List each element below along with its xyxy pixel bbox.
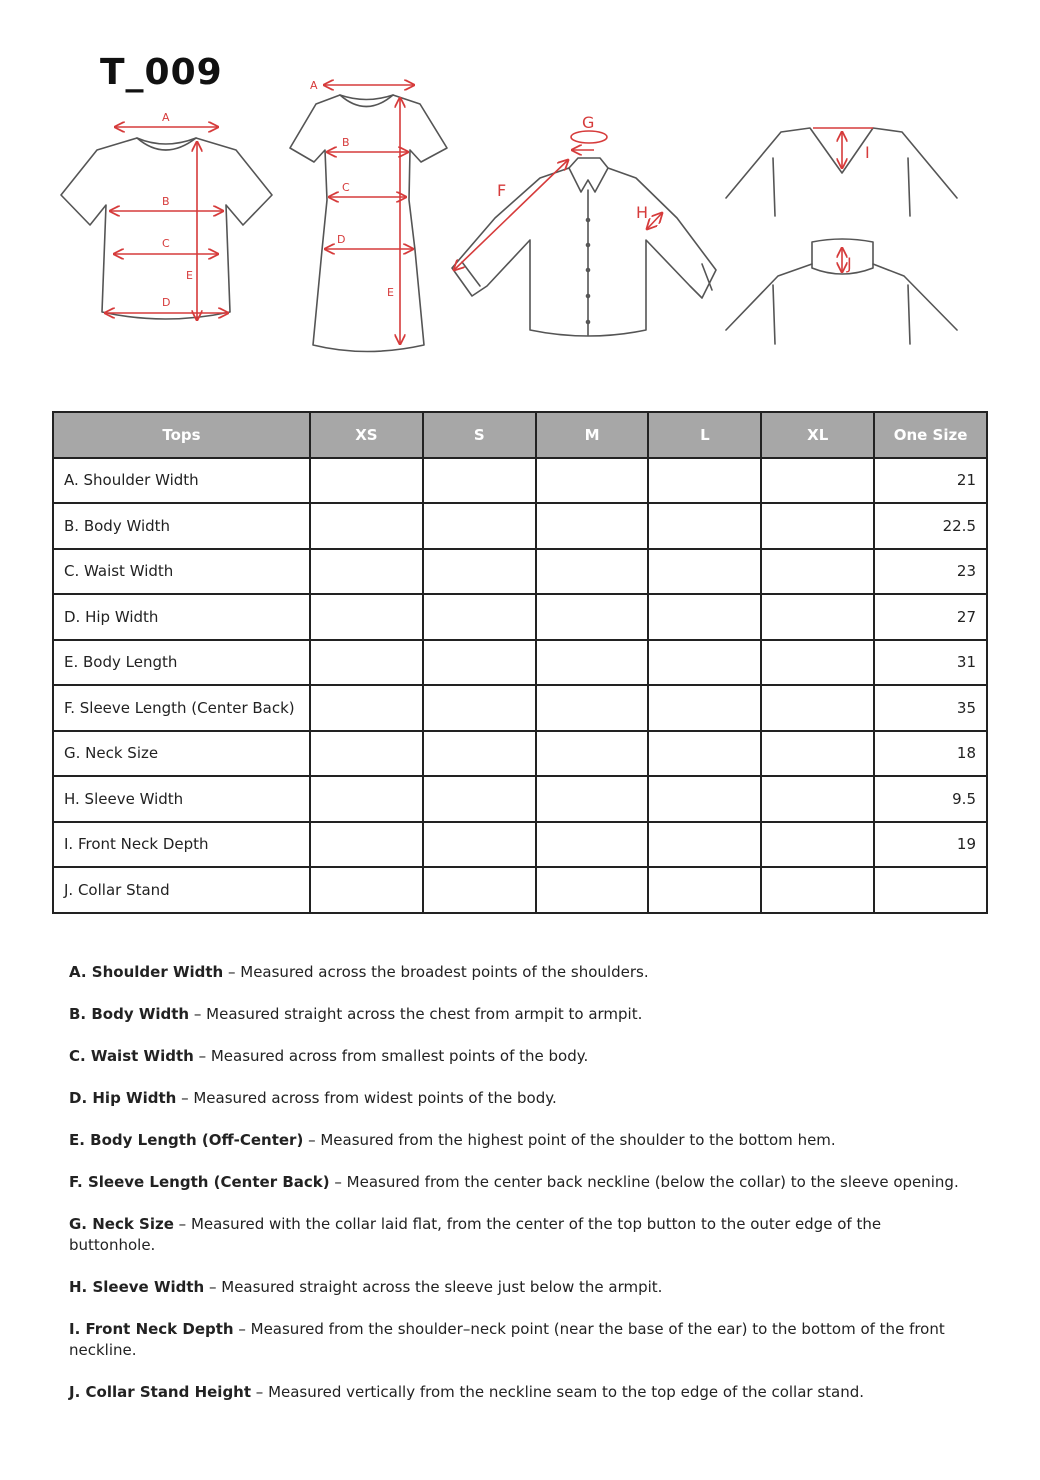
definition-term: C. Waist Width	[69, 1047, 194, 1065]
table-row	[53, 549, 987, 595]
cell-xs	[310, 822, 423, 868]
definition-term: E. Body Length (Off-Center)	[69, 1131, 304, 1149]
tshirt-label-c: C	[162, 237, 170, 250]
shirt-illustration	[452, 113, 716, 336]
cell-xs	[310, 685, 423, 731]
tshirt-label-b: B	[162, 195, 170, 208]
dress-illustration	[290, 79, 447, 352]
collar-stand-illustration	[726, 239, 957, 344]
cell-l	[648, 731, 761, 777]
cell-m	[536, 867, 649, 913]
definition-item	[69, 1088, 969, 1109]
cell-s	[423, 822, 536, 868]
cell-xs	[310, 549, 423, 595]
cell-l	[648, 776, 761, 822]
definition-text: – Measured with the collar laid flat, from the center of the top button to the outer edge of the buttonhole.	[69, 1215, 882, 1254]
dress-label-e: E	[387, 286, 394, 299]
cell-m	[536, 458, 649, 504]
cell-xl	[761, 822, 874, 868]
cell-one-size: 19	[874, 822, 987, 868]
cell-xl	[761, 685, 874, 731]
cell-m	[536, 549, 649, 595]
header-one-size: One Size	[874, 412, 987, 458]
definition-term: H. Sleeve Width	[69, 1278, 205, 1296]
cell-s	[423, 685, 536, 731]
cell-s	[423, 594, 536, 640]
cell-xs	[310, 776, 423, 822]
definition-term: D. Hip Width	[69, 1089, 177, 1107]
table-row	[53, 685, 987, 731]
cell-xl	[761, 731, 874, 777]
row-label: J. Collar Stand	[53, 867, 310, 913]
cell-xl	[761, 867, 874, 913]
tshirt-illustration	[61, 111, 272, 320]
row-label: I. Front Neck Depth	[53, 822, 310, 868]
cell-s	[423, 867, 536, 913]
row-label: E. Body Length	[53, 640, 310, 686]
cell-s	[423, 458, 536, 504]
cell-m	[536, 776, 649, 822]
measurement-definitions	[69, 962, 969, 1424]
table-header-row	[53, 412, 987, 458]
table-row	[53, 458, 987, 504]
cell-xs	[310, 640, 423, 686]
definition-term: J. Collar Stand Height	[69, 1383, 252, 1401]
definition-term: I. Front Neck Depth	[69, 1320, 234, 1338]
shirt-label-f: F	[497, 181, 507, 200]
cell-xs	[310, 731, 423, 777]
cell-m	[536, 685, 649, 731]
definition-item	[69, 1046, 969, 1067]
row-label: H. Sleeve Width	[53, 776, 310, 822]
cell-s	[423, 731, 536, 777]
cell-one-size: 21	[874, 458, 987, 504]
cell-one-size: 35	[874, 685, 987, 731]
dress-label-b: B	[342, 136, 350, 149]
cell-xl	[761, 640, 874, 686]
dress-label-a: A	[310, 79, 318, 92]
collar-label-j: J	[847, 254, 852, 273]
cell-xs	[310, 458, 423, 504]
cell-xs	[310, 867, 423, 913]
cell-m	[536, 640, 649, 686]
header-xs: XS	[310, 412, 423, 458]
row-label: D. Hip Width	[53, 594, 310, 640]
definition-term: F. Sleeve Length (Center Back)	[69, 1173, 330, 1191]
cell-l	[648, 594, 761, 640]
definition-text: – Measured across the broadest points of the shoulders.	[223, 963, 649, 981]
definition-term: A. Shoulder Width	[69, 963, 224, 981]
dress-label-c: C	[342, 181, 350, 194]
cell-l	[648, 549, 761, 595]
definition-text: – Measured from the highest point of the shoulder to the bottom hem.	[303, 1131, 836, 1149]
row-label: G. Neck Size	[53, 731, 310, 777]
table-row	[53, 640, 987, 686]
tshirt-label-d: D	[162, 296, 171, 309]
definition-item	[69, 962, 969, 983]
cell-one-size	[874, 867, 987, 913]
header-s: S	[423, 412, 536, 458]
header-l: L	[648, 412, 761, 458]
cell-one-size: 27	[874, 594, 987, 640]
table-row	[53, 731, 987, 777]
cell-xl	[761, 594, 874, 640]
tshirt-label-a: A	[162, 111, 170, 124]
cell-m	[536, 822, 649, 868]
cell-m	[536, 503, 649, 549]
definition-item	[69, 1130, 969, 1151]
size-chart-table	[52, 411, 988, 914]
cell-l	[648, 867, 761, 913]
cell-l	[648, 458, 761, 504]
cell-m	[536, 731, 649, 777]
cell-s	[423, 640, 536, 686]
cell-l	[648, 822, 761, 868]
definition-item	[69, 1172, 969, 1193]
cell-one-size: 22.5	[874, 503, 987, 549]
garment-illustrations	[0, 0, 1040, 400]
cell-xl	[761, 549, 874, 595]
table-row	[53, 867, 987, 913]
definition-text: – Measured from the center back neckline (below the collar) to the sleeve opening.	[329, 1173, 959, 1191]
row-label: C. Waist Width	[53, 549, 310, 595]
cell-s	[423, 549, 536, 595]
dress-label-d: D	[337, 233, 346, 246]
definition-item	[69, 1277, 969, 1298]
table-row	[53, 822, 987, 868]
cell-xl	[761, 503, 874, 549]
cell-xl	[761, 458, 874, 504]
cell-xs	[310, 594, 423, 640]
vneck-detail-illustration	[726, 128, 957, 216]
cell-one-size: 31	[874, 640, 987, 686]
tshirt-label-e: E	[186, 269, 193, 282]
cell-s	[423, 776, 536, 822]
table-row	[53, 503, 987, 549]
cell-m	[536, 594, 649, 640]
definition-item	[69, 1004, 969, 1025]
header-m: M	[536, 412, 649, 458]
table-row	[53, 776, 987, 822]
cell-one-size: 18	[874, 731, 987, 777]
cell-s	[423, 503, 536, 549]
definition-text: – Measured from the shoulder–neck point (near the base of the ear) to the bottom of the front neckline.	[69, 1320, 945, 1359]
cell-one-size: 23	[874, 549, 987, 595]
cell-one-size: 9.5	[874, 776, 987, 822]
row-label: A. Shoulder Width	[53, 458, 310, 504]
definition-text: – Measured straight across the sleeve just below the armpit.	[204, 1278, 663, 1296]
vneck-label-i: I	[865, 143, 870, 162]
cell-xl	[761, 776, 874, 822]
definition-text: – Measured vertically from the neckline seam to the top edge of the collar stand.	[251, 1383, 865, 1401]
definition-text: – Measured across from widest points of the body.	[176, 1089, 557, 1107]
header-xl: XL	[761, 412, 874, 458]
table-row	[53, 594, 987, 640]
cell-l	[648, 685, 761, 731]
definition-term: G. Neck Size	[69, 1215, 174, 1233]
definition-text: – Measured across from smallest points of the body.	[193, 1047, 589, 1065]
cell-l	[648, 503, 761, 549]
row-label: B. Body Width	[53, 503, 310, 549]
row-label: F. Sleeve Length (Center Back)	[53, 685, 310, 731]
definition-term: B. Body Width	[69, 1005, 190, 1023]
shirt-label-h: H	[636, 203, 649, 222]
header-tops: Tops	[53, 412, 310, 458]
cell-xs	[310, 503, 423, 549]
shirt-label-g: G	[582, 113, 595, 132]
definition-item	[69, 1319, 969, 1361]
definition-item	[69, 1214, 969, 1256]
definition-item	[69, 1382, 969, 1403]
cell-l	[648, 640, 761, 686]
definition-text: – Measured straight across the chest from armpit to armpit.	[189, 1005, 643, 1023]
page-title: T_009	[100, 52, 223, 93]
